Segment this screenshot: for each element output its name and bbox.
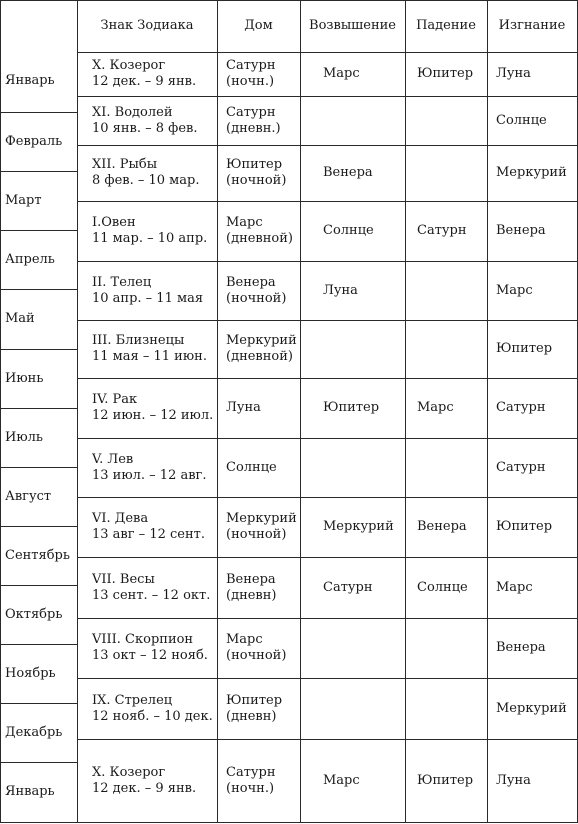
exile-planet: Сатурн [496,400,546,415]
house-planet: Марс [226,215,263,230]
month-label: Август [5,489,52,504]
month-label: Январь [5,784,55,799]
month-label: Май [5,311,35,326]
table-row-divider [77,438,578,439]
exaltation-planet: Марс [323,773,360,788]
exile-planet: Марс [496,580,533,595]
month-row-divider [0,289,77,290]
fall-planet: Марс [417,400,454,415]
table-row-divider [77,320,578,321]
house-mode: (дневной) [226,231,293,246]
table-row-divider [77,378,578,379]
zodiac-sign: X. Козерог [92,58,166,73]
house-planet: Юпитер [226,693,283,708]
month-row-divider [0,585,77,586]
month-label: Декабрь [5,725,63,740]
fall-planet: Сатурн [417,223,467,238]
month-row-divider [0,112,77,113]
house-planet: Марс [226,632,263,647]
house-mode: (дневной) [226,349,293,364]
column-divider [217,0,218,823]
zodiac-sign: IV. Рак [92,392,138,407]
house-planet: Меркурий [226,511,297,526]
month-label: Февраль [5,134,63,149]
zodiac-dates: 11 мар. – 10 апр. [92,231,208,246]
month-row-divider [0,644,77,645]
column-divider [300,0,301,823]
zodiac-dates: 11 мая – 11 июн. [92,349,207,364]
house-planet: Юпитер [226,157,283,172]
month-label: Март [5,193,42,208]
fall-planet: Венера [417,519,467,534]
zodiac-sign: X. Козерог [92,765,166,780]
zodiac-dates: 10 апр. – 11 мая [92,291,204,306]
house-mode: (ночн.) [226,781,275,796]
fall-planet: Юпитер [417,773,474,788]
house-mode: (дневн.) [226,121,281,136]
month-row-divider [0,408,77,409]
fall-planet: Солнце [417,580,468,595]
zodiac-sign: XII. Рыбы [92,157,158,172]
month-row-divider [0,230,77,231]
month-row-divider [0,467,77,468]
table-row-divider [77,145,578,146]
table-border-bottom [0,822,578,823]
month-label: Ноябрь [5,666,56,681]
exile-planet: Венера [496,223,546,238]
table-row-divider [77,557,578,558]
house-planet: Венера [226,572,276,587]
month-row-divider [0,526,77,527]
table-row-divider [77,497,578,498]
exile-planet: Марс [496,283,533,298]
column-divider [77,0,78,823]
zodiac-sign: II. Телец [92,275,152,290]
zodiac-dates: 12 дек. – 9 янв. [92,74,197,89]
house-planet: Сатурн [226,58,276,73]
header-house: Дом [244,18,273,33]
table-row-divider [77,739,578,740]
house-mode: (ночной) [226,173,287,188]
exaltation-planet: Юпитер [323,400,380,415]
month-label: Апрель [5,252,55,267]
exile-planet: Венера [496,640,546,655]
zodiac-sign: III. Близнецы [92,333,185,348]
house-planet: Солнце [226,460,277,475]
zodiac-dates: 12 дек. – 9 янв. [92,781,197,796]
month-label: Июль [5,430,43,445]
fall-planet: Юпитер [417,66,474,81]
table-row-divider [77,678,578,679]
exaltation-planet: Луна [323,283,358,298]
zodiac-dates: 10 янв. – 8 фев. [92,121,198,136]
table-border-top [0,0,578,1]
house-mode: (дневн) [226,588,277,603]
table-row-divider [77,52,578,53]
house-mode: (ночн.) [226,74,275,89]
month-label: Сентябрь [5,548,70,563]
zodiac-dates: 13 сент. – 12 окт. [92,588,211,603]
zodiac-dates: 13 окт – 12 нояб. [92,648,208,663]
house-mode: (ночной) [226,648,287,663]
zodiac-sign: I.Овен [92,215,136,230]
zodiac-dates: 13 авг – 12 сент. [92,527,205,542]
house-mode: (дневн) [226,709,277,724]
exile-planet: Сатурн [496,460,546,475]
exile-planet: Меркурий [496,165,567,180]
zodiac-dates: 12 нояб. – 10 дек. [92,709,213,724]
exaltation-planet: Солнце [323,223,374,238]
zodiac-sign: VII. Весы [92,572,155,587]
table-row-divider [77,96,578,97]
month-row-divider [0,349,77,350]
month-row-divider [0,762,77,763]
exaltation-planet: Меркурий [323,519,394,534]
table-border-left [0,0,1,823]
exile-planet: Меркурий [496,701,567,716]
zodiac-dates: 13 июл. – 12 авг. [92,468,207,483]
exile-planet: Юпитер [496,341,553,356]
house-planet: Меркурий [226,333,297,348]
zodiac-sign: IX. Стрелец [92,693,173,708]
exile-planet: Луна [496,66,531,81]
column-divider [487,0,488,823]
header-sign: Знак Зодиака [100,18,194,33]
zodiac-dates: 8 фев. – 10 мар. [92,173,200,188]
house-planet: Луна [226,400,261,415]
table-row-divider [77,201,578,202]
month-row-divider [0,703,77,704]
exaltation-planet: Марс [323,66,360,81]
house-planet: Сатурн [226,765,276,780]
exile-planet: Юпитер [496,519,553,534]
month-label: Январь [5,73,55,88]
house-mode: (ночной) [226,527,287,542]
zodiac-dates: 12 июн. – 12 июл. [92,408,214,423]
zodiac-sign: XI. Водолей [92,105,173,120]
month-row-divider [0,171,77,172]
header-fall: Падение [416,18,476,33]
exile-planet: Солнце [496,113,547,128]
house-planet: Венера [226,275,276,290]
column-divider [405,0,406,823]
house-mode: (ночной) [226,291,287,306]
month-label: Июнь [5,371,44,386]
month-label: Октябрь [5,607,63,622]
house-planet: Сатурн [226,105,276,120]
exaltation-planet: Венера [323,165,373,180]
exile-planet: Луна [496,773,531,788]
zodiac-sign: V. Лев [92,452,134,467]
table-row-divider [77,261,578,262]
zodiac-sign: VI. Дева [92,511,149,526]
exaltation-planet: Сатурн [323,580,373,595]
header-exaltation: Возвышение [309,18,396,33]
zodiac-sign: VIII. Скорпион [92,632,194,647]
table-row-divider [77,618,578,619]
header-exile: Изгнание [498,18,566,33]
